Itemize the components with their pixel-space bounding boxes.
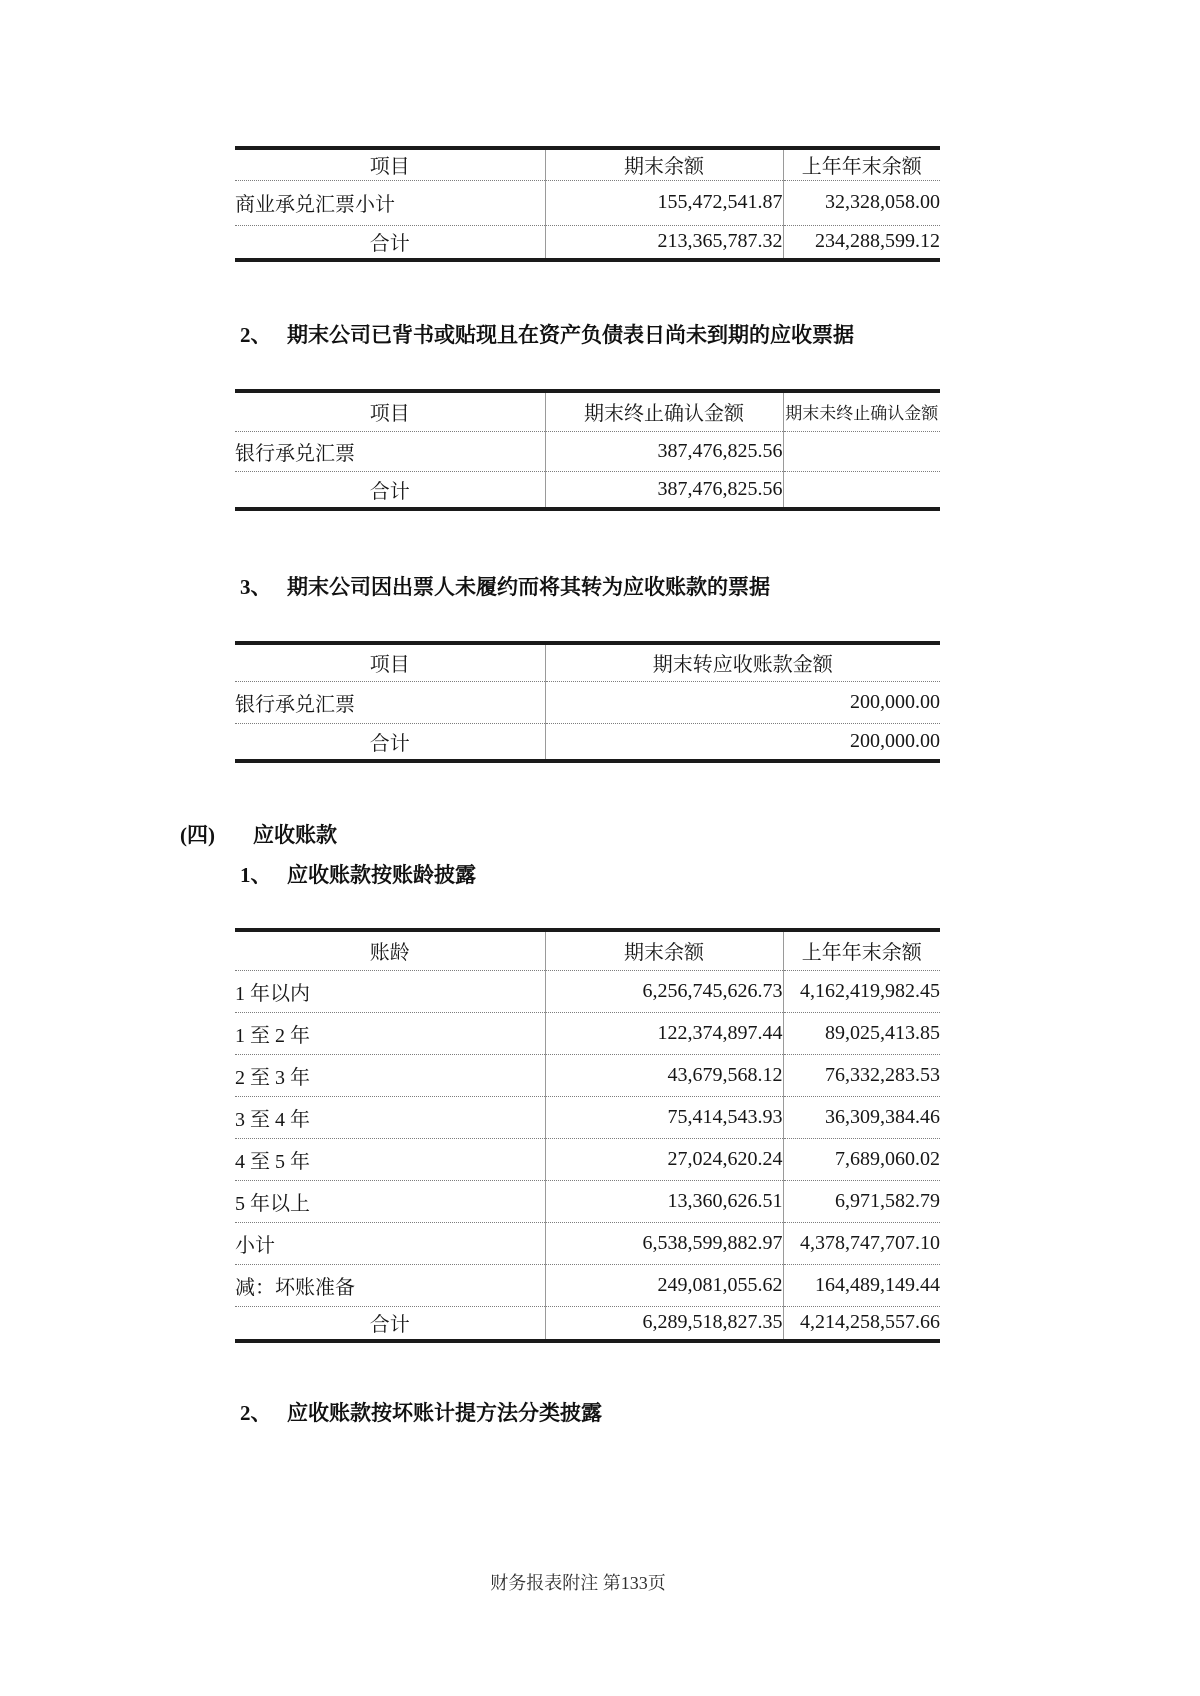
cell-total-label: 合计: [235, 1306, 545, 1341]
page-footer: 财务报表附注 第133页: [490, 1573, 666, 1593]
cell-prior-year-balance: 6,971,582.79: [783, 1180, 940, 1222]
section-title: 应收账款按坏账计提方法分类披露: [287, 1401, 602, 1425]
cell-aging-label: 2 至 3 年: [235, 1054, 545, 1096]
section-number: 3、: [240, 575, 272, 599]
cell-ending-balance: 155,472,541.87: [545, 180, 783, 225]
cell-derecognized-amount: 387,476,825.56: [545, 431, 783, 471]
cell-subtotal-label: 小计: [235, 1222, 545, 1264]
table-subtotal-row: [235, 1222, 940, 1264]
cell-ending-balance: 249,081,055.62: [545, 1264, 783, 1306]
table-endorsed-discounted-bills: [235, 389, 940, 511]
cell-ending-balance: 43,679,568.12: [545, 1054, 783, 1096]
cell-aging-label: 5 年以上: [235, 1180, 545, 1222]
table-row: [235, 1096, 940, 1138]
cell-prior-year-balance: 36,309,384.46: [783, 1096, 940, 1138]
table-total-row: [235, 471, 940, 509]
cell-derecognized-amount: 387,476,825.56: [545, 471, 783, 509]
section-title: 期末公司因出票人未履约而将其转为应收账款的票据: [287, 575, 770, 599]
section-number: (四): [180, 823, 215, 847]
cell-prior-year-balance: 32,328,058.00: [783, 180, 940, 225]
header-item: 项目: [369, 403, 410, 426]
header-transferred-amount: 期末转应收账款金额: [545, 643, 940, 681]
table-row: [235, 180, 940, 225]
cell-item-label: 商业承兑汇票小计: [235, 180, 545, 225]
table-header-row: [235, 391, 940, 431]
cell-ending-balance: 6,538,599,882.97: [545, 1222, 783, 1264]
table-row: [235, 681, 940, 723]
table-row: [235, 1012, 940, 1054]
table-row: [235, 431, 940, 471]
cell-bad-debt-provision-label: 减：坏账准备: [235, 1264, 545, 1306]
section-title: 期末公司已背书或贴现且在资产负债表日尚未到期的应收票据: [287, 323, 854, 347]
header-item: 项目: [369, 156, 410, 179]
header-ending-balance: 期末余额: [545, 930, 783, 970]
header-ending-balance: 期末余额: [545, 148, 783, 180]
section-title: 应收账款按账龄披露: [287, 863, 476, 887]
section-title: 应收账款: [253, 823, 337, 847]
header-item: 项目: [369, 654, 410, 677]
table-notes-receivable-summary: [235, 146, 940, 262]
cell-prior-year-balance: 4,162,419,982.45: [783, 970, 940, 1012]
header-prior-year-balance: 上年年末余额: [783, 148, 940, 180]
cell-transferred-amount: 200,000.00: [545, 723, 940, 761]
section-heading-endorsed-bills: [240, 321, 854, 349]
header-not-derecognized-amount: 期末未终止确认金额: [783, 391, 940, 431]
cell-ending-balance: 213,365,787.32: [545, 225, 783, 260]
cell-prior-year-balance: 76,332,283.53: [783, 1054, 940, 1096]
table-row: [235, 1264, 940, 1306]
table-total-row: [235, 723, 940, 761]
cell-ending-balance: 122,374,897.44: [545, 1012, 783, 1054]
section-heading-defaulted-bills: [240, 573, 770, 601]
table-total-row: [235, 225, 940, 260]
section-heading-bad-debt-method-disclosure: [240, 1399, 602, 1427]
cell-aging-label: 1 年以内: [235, 970, 545, 1012]
table-row: [235, 1180, 940, 1222]
cell-ending-balance: 6,256,745,626.73: [545, 970, 783, 1012]
header-aging: 账龄: [369, 942, 410, 965]
cell-aging-label: 1 至 2 年: [235, 1012, 545, 1054]
cell-prior-year-balance: 7,689,060.02: [783, 1138, 940, 1180]
cell-prior-year-balance: 89,025,413.85: [783, 1012, 940, 1054]
cell-aging-label: 3 至 4 年: [235, 1096, 545, 1138]
table-row: [235, 1054, 940, 1096]
section-number: 2、: [240, 323, 272, 347]
cell-ending-balance: 75,414,543.93: [545, 1096, 783, 1138]
cell-total-label: 合计: [235, 225, 545, 260]
section-heading-accounts-receivable: [180, 821, 337, 849]
table-row: [235, 1138, 940, 1180]
cell-prior-year-balance: 164,489,149.44: [783, 1264, 940, 1306]
cell-item-label: 银行承兑汇票: [235, 431, 545, 471]
table-header-row: [235, 930, 940, 970]
cell-item-label: 银行承兑汇票: [235, 681, 545, 723]
cell-total-label: 合计: [235, 471, 545, 509]
header-prior-year-balance: 上年年末余额: [783, 930, 940, 970]
cell-prior-year-balance: 234,288,599.12: [783, 225, 940, 260]
cell-not-derecognized-amount: [783, 431, 940, 471]
cell-ending-balance: 27,024,620.24: [545, 1138, 783, 1180]
header-derecognized-amount: 期末终止确认金额: [545, 391, 783, 431]
section-number: 2、: [240, 1401, 272, 1425]
cell-ending-balance: 13,360,626.51: [545, 1180, 783, 1222]
cell-not-derecognized-amount: [783, 471, 940, 509]
section-number: 1、: [240, 863, 272, 887]
table-header-row: [235, 643, 940, 681]
table-row: [235, 970, 940, 1012]
cell-aging-label: 4 至 5 年: [235, 1138, 545, 1180]
cell-prior-year-balance: 4,378,747,707.10: [783, 1222, 940, 1264]
table-bills-transferred-to-receivables: [235, 641, 940, 763]
cell-prior-year-balance: 4,214,258,557.66: [783, 1306, 940, 1341]
section-heading-aging-disclosure: [240, 861, 476, 889]
cell-ending-balance: 6,289,518,827.35: [545, 1306, 783, 1341]
table-header-row: [235, 148, 940, 180]
table-total-row: [235, 1306, 940, 1341]
cell-transferred-amount: 200,000.00: [545, 681, 940, 723]
table-receivables-aging: [235, 928, 940, 1343]
cell-total-label: 合计: [235, 723, 545, 761]
